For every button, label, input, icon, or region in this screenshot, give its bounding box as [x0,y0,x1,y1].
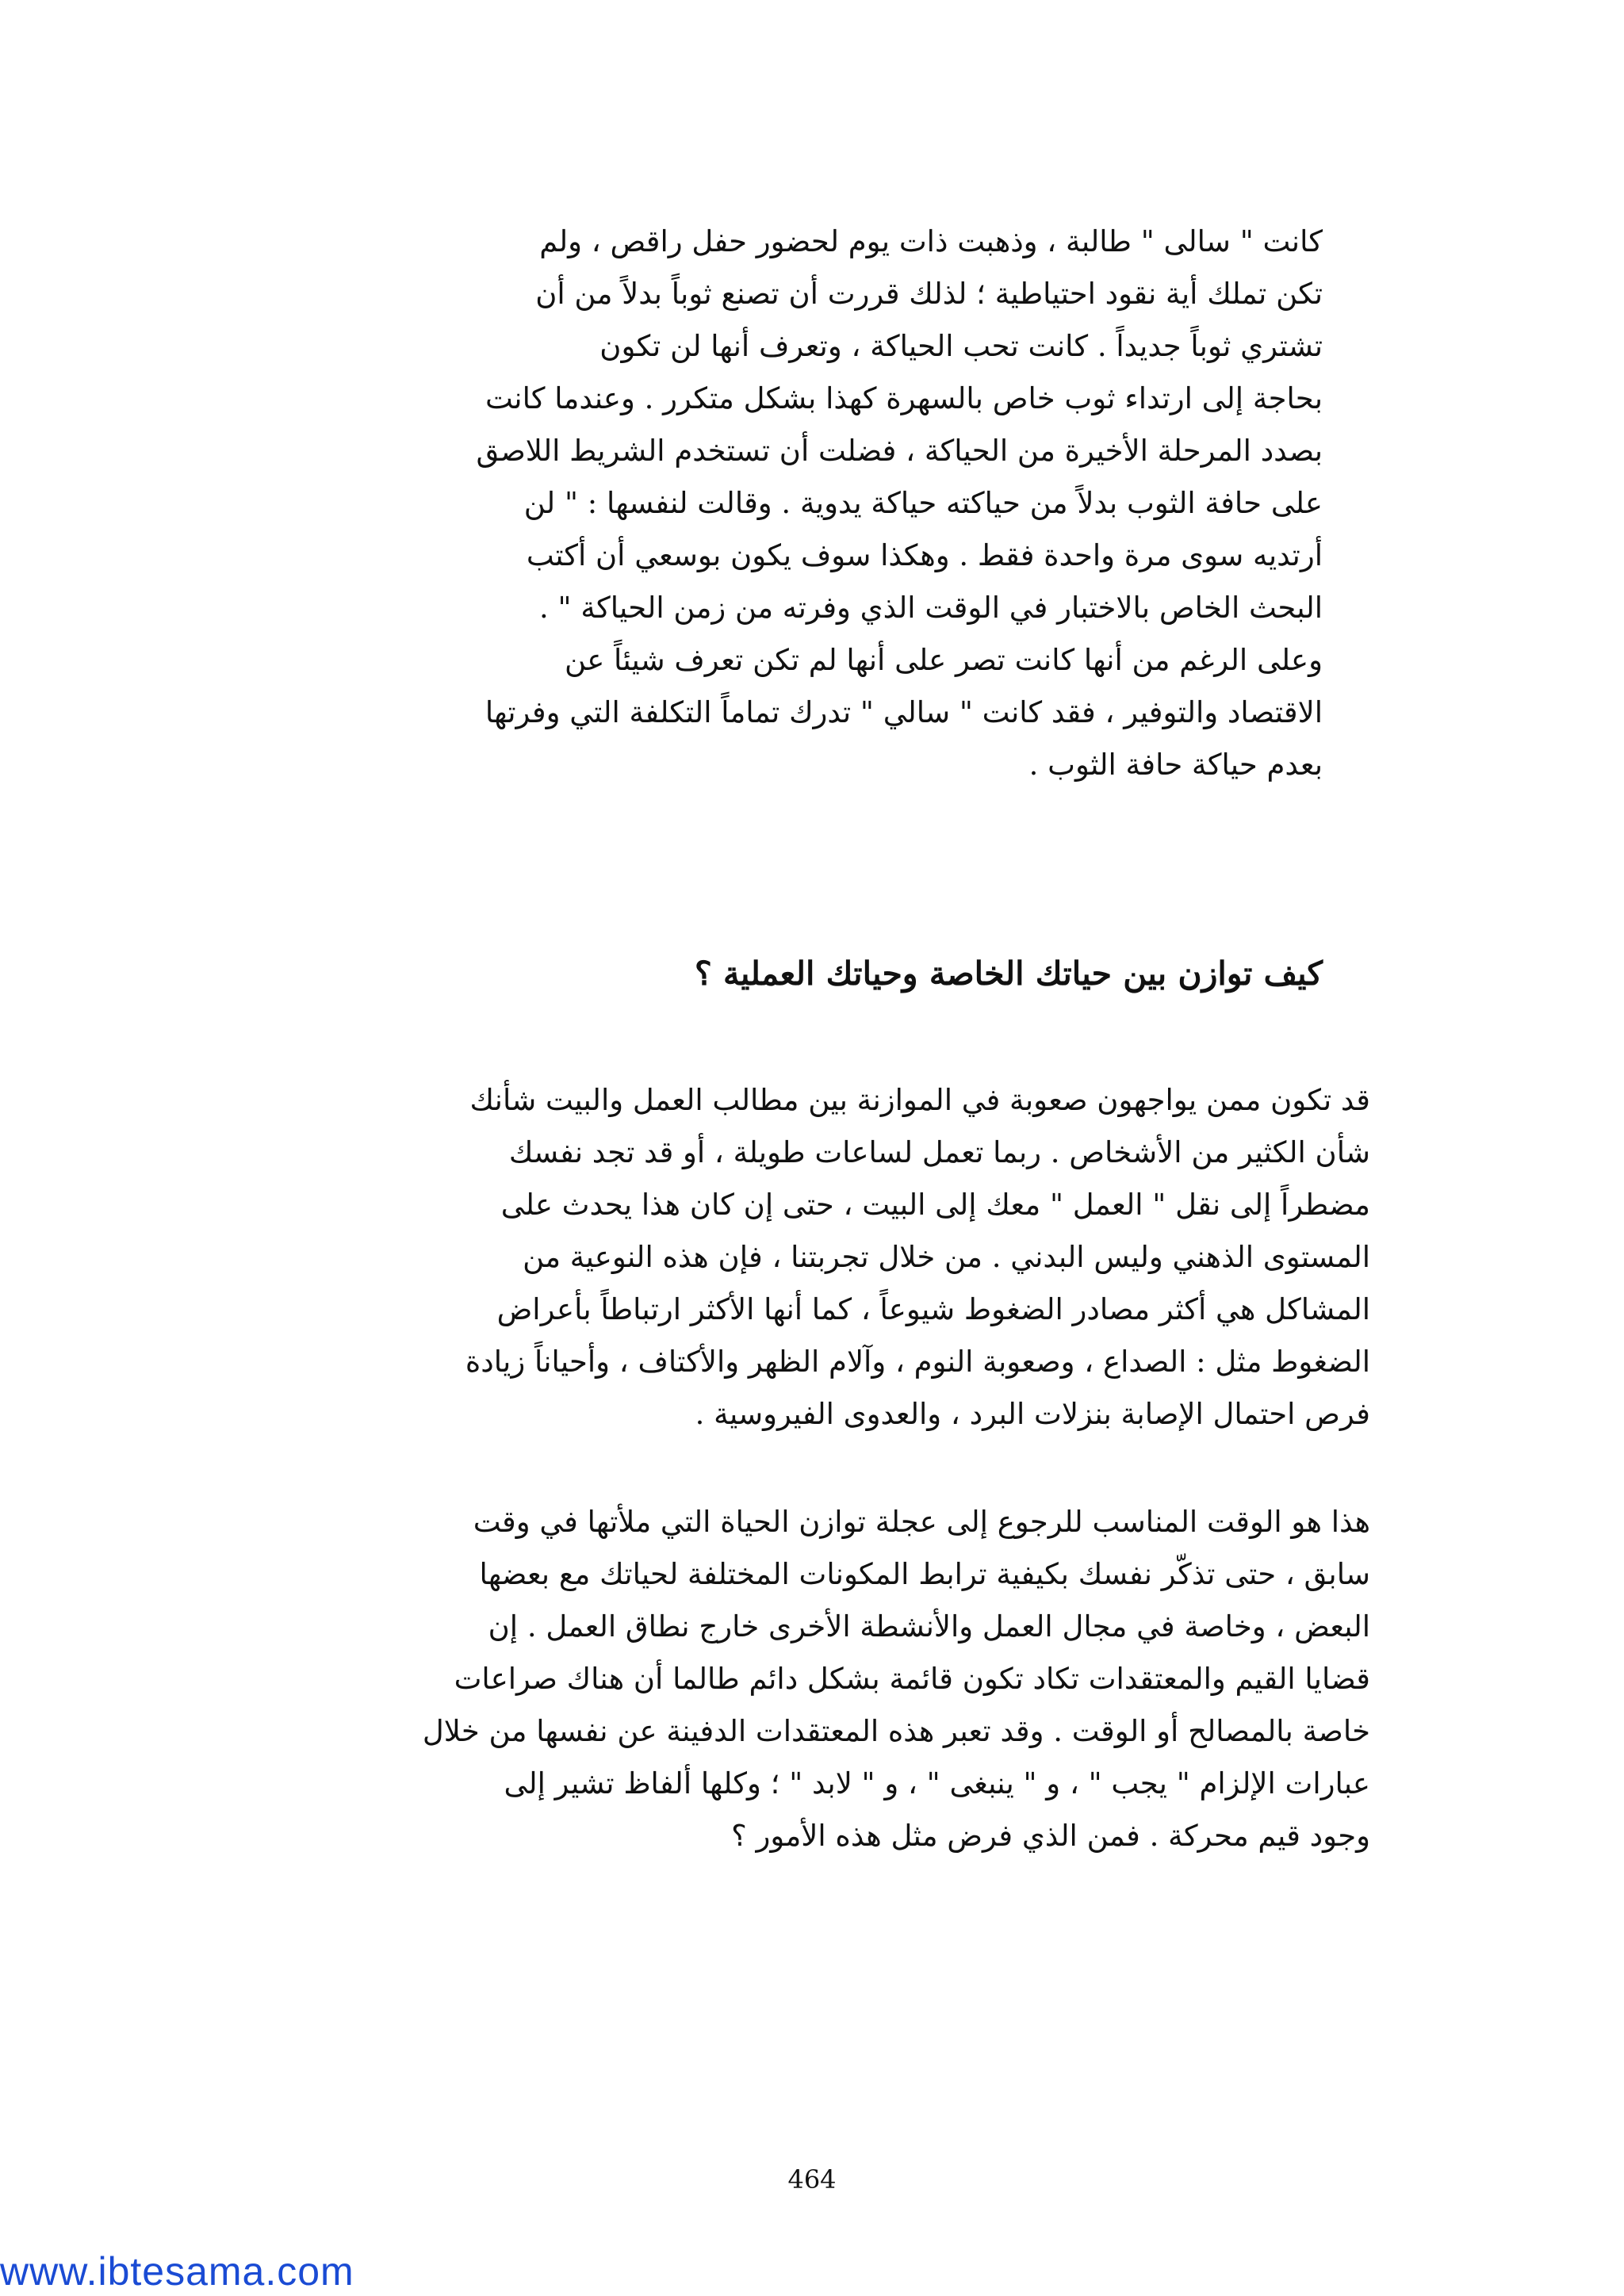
paragraph-line: على حافة الثوب بدلاً من حياكته حياكة يدوية . وقالت لنفسها : " لن [523,486,1323,520]
paragraph-sally-story [316,216,1323,791]
paragraph-line: أرتديه سوى مرة واحدة فقط . وهكذا سوف يكون بوسعي أن أكتب [526,538,1323,572]
paragraph-line: سابق ، حتى تذكّر نفسك بكيفية ترابط المكونات المختلفة لحياتك مع بعضها [479,1557,1370,1591]
paragraph-line: بعدم حياكة حافة الثوب . [1028,748,1323,782]
paragraph-line: بصدد المرحلة الأخيرة من الحياكة ، فضلت أن تستخدم الشريط اللاصق [476,434,1323,468]
watermark-link: www.ibtesama.com [0,2249,354,2294]
paragraph-line: شأن الكثير من الأشخاص . ربما تعمل لساعات طويلة ، أو قد تجد نفسك [508,1135,1370,1169]
paragraph-line: الاقتصاد والتوفير ، فقد كانت " سالي " تدرك تماماً التكلفة التي وفرتها [485,695,1323,729]
paragraph-line: هذا هو الوقت المناسب للرجوع إلى عجلة توازن الحياة التي ملأتها في وقت [473,1505,1370,1539]
paragraph-line: البحث الخاص بالاختبار في الوقت الذي وفرته من زمن الحياكة " . [539,591,1323,625]
paragraph-line: عبارات الإلزام " يجب " ، و " ينبغى " ، و " لابد " ؛ وكلها ألفاظ تشير إلى [504,1766,1370,1800]
section-heading: كيف توازن بين حياتك الخاصة وحياتك العملية ؟ [695,955,1323,993]
paragraph-line: وعلى الرغم من أنها كانت تصر على أنها لم تكن تعرف شيئاً عن [565,643,1323,677]
paragraph-line: وجود قيم محركة . فمن الذي فرض مثل هذه الأمور ؟ [731,1819,1370,1853]
paragraph-life-balance-wheel [268,1496,1370,1862]
paragraph-line: قد تكون ممن يواجهون صعوبة في الموازنة بين مطالب العمل والبيت شأنك [469,1083,1370,1117]
paragraph-line: البعض ، وخاصة في مجال العمل والأنشطة الأخرى خارج نطاق العمل . إن [488,1609,1370,1644]
page-number: 464 [787,2164,837,2195]
paragraph-line: مضطراً إلى نقل " العمل " معك إلى البيت ، حتى إن كان هذا يحدث على [500,1188,1370,1222]
paragraph-work-home-balance [268,1074,1370,1441]
paragraph-line: المستوى الذهني وليس البدني . من خلال تجربتنا ، فإن هذه النوعية من [523,1240,1370,1274]
paragraph-line: بحاجة إلى ارتداء ثوب خاص بالسهرة كهذا بشكل متكرر . وعندما كانت [485,381,1323,415]
paragraph-line: فرص احتمال الإصابة بنزلات البرد ، والعدوى الفيروسية . [695,1397,1370,1431]
paragraph-line: قضايا القيم والمعتقدات تكاد تكون قائمة بشكل دائم طالما أن هناك صراعات [454,1662,1370,1696]
paragraph-line: كانت " سالى " طالبة ، وذهبت ذات يوم لحضور حفل راقص ، ولم [539,224,1323,258]
paragraph-line: خاصة بالمصالح أو الوقت . وقد تعبر هذه المعتقدات الدفينة عن نفسها من خلال [422,1714,1370,1748]
paragraph-line: المشاكل هي أكثر مصادر الضغوط شيوعاً ، كما أنها الأكثر ارتباطاً بأعراض [496,1292,1370,1326]
paragraph-line: تشتري ثوباً جديداً . كانت تحب الحياكة ، وتعرف أنها لن تكون [599,329,1323,363]
paragraph-line: تكن تملك أية نقود احتياطية ؛ لذلك قررت أن تصنع ثوباً بدلاً من أن [535,277,1323,311]
paragraph-line: الضغوط مثل : الصداع ، وصعوبة النوم ، وآلام الظهر والأكتاف ، وأحياناً زيادة [465,1345,1370,1379]
